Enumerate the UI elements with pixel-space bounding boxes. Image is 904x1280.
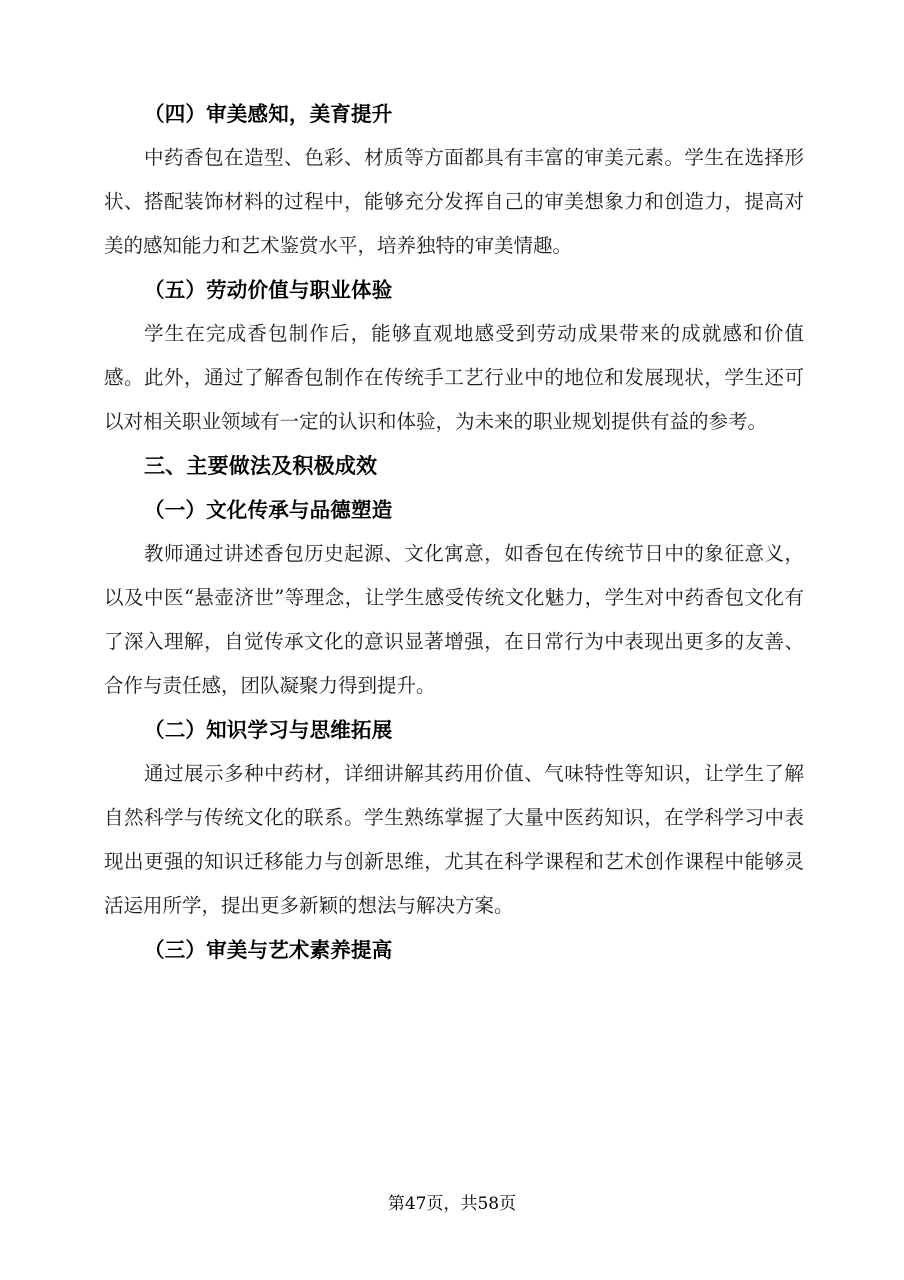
section-heading: （一）文化传承与品德塑造 <box>144 498 393 522</box>
chapter-heading: 三、主要做法及积极成效 <box>144 454 378 478</box>
body-paragraph: 教师通过讲述香包历史起源、文化寓意，如香包在传统节日中的象征意义，以及中医“悬壶济世”等理念，让学生感受传统文化魅力，学生对中药香包文化有了深入理解，自觉传承文化的意识显著增强，在日常行为中表现出更多的友善、合作与责任感，团队凝聚力得到提升。 <box>104 542 804 697</box>
page-footer: 第47页，共58页 <box>387 1194 517 1214</box>
body-paragraph: 通过展示多种中药材，详细讲解其药用价值、气味特性等知识，让学生了解自然科学与传统文化的联系。学生熟练掌握了大量中医药知识，在学科学习中表现出更强的知识迁移能力与创新思维，尤其在科学课程和艺术创作课程中能够灵活运用所学，提出更多新颖的想法与解决方案。 <box>104 762 804 917</box>
section-heading: （四）审美感知，美育提升 <box>144 102 393 126</box>
body-paragraph: 中药香包在造型、色彩、材质等方面都具有丰富的审美元素。学生在选择形状、搭配装饰材料的过程中，能够充分发挥自己的审美想象力和创造力，提高对美的感知能力和艺术鉴赏水平，培养独特的审美情趣。 <box>104 146 804 257</box>
document-body <box>104 92 804 972</box>
body-paragraph: 学生在完成香包制作后，能够直观地感受到劳动成果带来的成就感和价值感。此外，通过了解香包制作在传统手工艺行业中的地位和发展现状，学生还可以对相关职业领域有一定的认识和体验，为未来的职业规划提供有益的参考。 <box>104 322 804 433</box>
section-heading: （二）知识学习与思维拓展 <box>144 718 393 742</box>
section-heading: （三）审美与艺术素养提高 <box>144 938 393 962</box>
section-heading: （五）劳动价值与职业体验 <box>144 278 393 302</box>
